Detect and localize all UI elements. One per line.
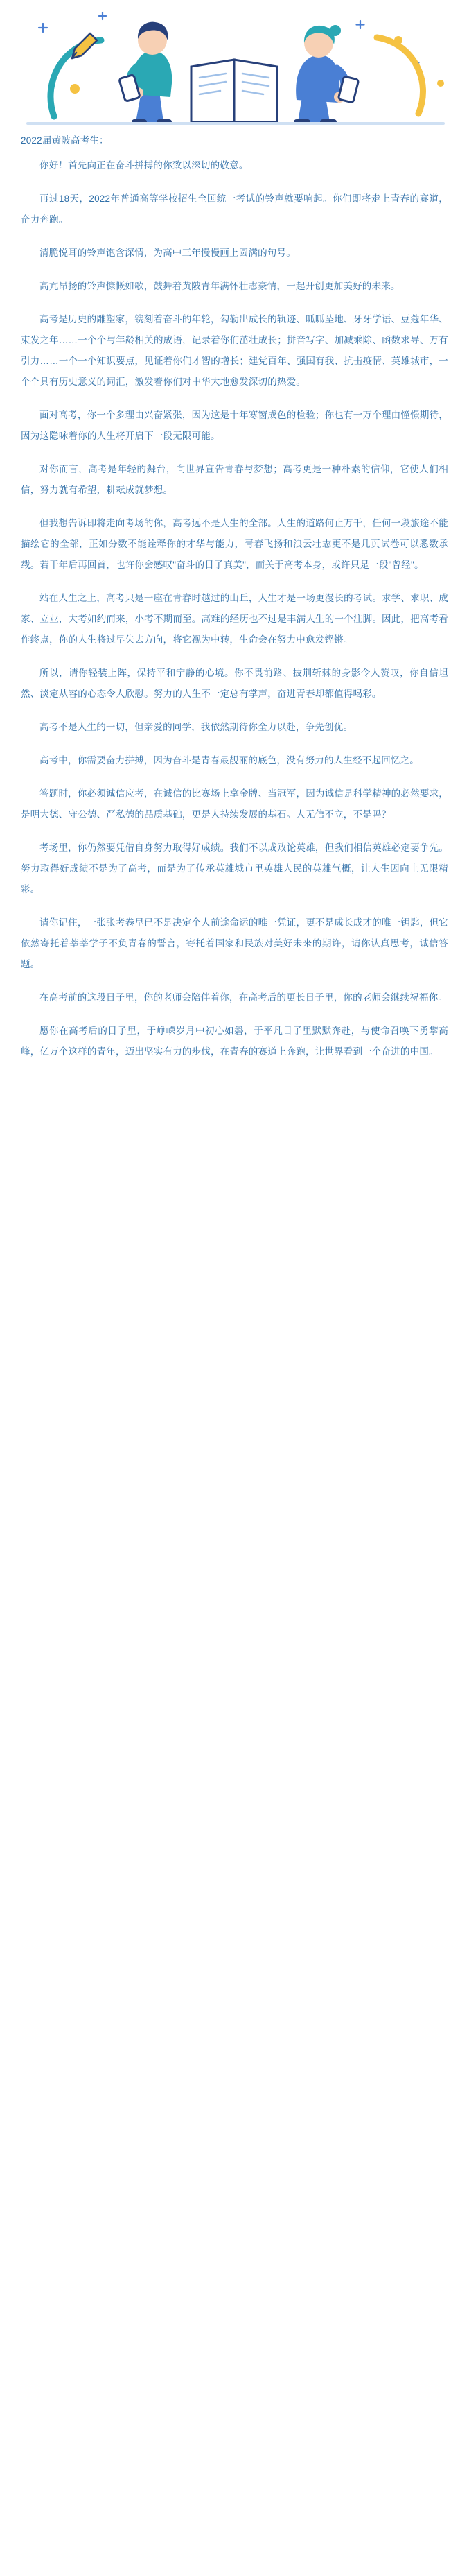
paragraph-2: 再过18天，2022年普通高等学校招生全国统一考试的铃声就要响起。你们即将走上青春的赛道，奋力奔跑。 [21,193,448,225]
paragraph-7: 对你而言，高考是年轻的舞台，向世界宣告青春与梦想；高考更是一种朴素的信仰，它使人们相信，努力就有希望，耕耘成就梦想。 [21,464,448,495]
paragraph-17: 愿你在高考后的日子里，于峥嵘岁月中初心如磐，于平凡日子里默默奔赴，与使命召唤下勇攀高峰，亿万个这样的青年，迈出坚实有力的步伐，在青春的赛道上奔跑，让世界看到一个奋进的中国。 [21,1026,448,1057]
paragraph-12: 高考中，你需要奋力拼搏，因为奋斗是青春最靓丽的底色，没有努力的人生经不起回忆之。 [39,755,419,766]
paragraph-14: 考场里，你仍然要凭借自身努力取得好成绩。我们不以成败论英雄，但我们相信英雄必定要争先。努力取得好成绩不是为了高考，而是为了传承英雄城市里英雄人民的英雄气概，让人生因向上无限精彩。 [21,842,448,894]
paragraph-13: 答题时，你必须诚信应考，在诚信的比赛场上拿金牌、当冠军，因为诚信是科学精神的必然要求，是明大德、守公德、严私德的品质基础，更是人持续发展的基石。人无信不立，不是吗？ [21,788,448,820]
paragraph-9: 站在人生之上，高考只是一座在青春时越过的山丘，人生才是一场更漫长的考试。求学、求职、成家、立业，大考如约而来，小考不期而至。高难的经历也不过是丰满人生的一个注脚。因此，把高考看作终点，你的人生将过早失去方向，将它视为中转，生命会在努力中愈发铿锵。 [21,593,448,645]
paragraph-5: 高考是历史的雕塑家，镌刻着奋斗的年轮，勾勒出成长的轨迹、呱呱坠地、牙牙学语、豆蔻年华、束发之年……一个个与年龄相关的成语，记录着你们茁壮成长；拼音写字、加减乘除、函数求导、万有引力……一个一个知识要点，见证着你们才智的增长；建党百年、强国有我、抗击疫情、英雄城市，一个个具有历史意义的词汇，激发着你们对中华大地愈发深切的热爱。 [21,314,448,387]
paragraph-6: 面对高考，你一个多理由兴奋紧张，因为这是十年寒窗成色的检验；你也有一万个理由憧憬期待，因为这隐咏着你的人生将开启下一段无限可能。 [21,410,448,441]
article-page [0,0,469,1086]
paragraph-11: 高考不是人生的一切，但亲爱的同学，我依然期待你全力以赴，争先创优。 [39,722,353,732]
paragraph-16: 在高考前的这段日子里，你的老师会陪伴着你，在高考后的更长日子里，你的老师会继续祝福你。 [39,992,448,1003]
paragraph-8: 但我想告诉即将走向考场的你，高考远不是人生的全部。人生的道路何止万千，任何一段旅途不能描绘它的全部，正如分数不能诠释你的才华与能力，青春飞扬和浪云壮志更不是几页试卷可以悉数承载。若干年后再回首，也许你会感叹"奋斗的日子真美"，而关于高考本身，或许只是一段"曾经"。 [21,518,448,570]
hero-illustration [0,0,469,126]
article-body [0,126,469,1086]
open-book [191,60,277,122]
salutation: 2022届黄陂高考生： [21,135,109,146]
paragraph-10: 所以，请你轻装上阵，保持平和宁静的心境。你不畏前路、披荆斩棘的身影令人赞叹，你自信坦然、淡定从容的心态令人欣慰。努力的人生不一定总有掌声，奋进青春却都值得喝彩。 [21,668,448,699]
paragraph-3: 清脆悦耳的铃声饱含深情，为高中三年慢慢画上圆满的句号。 [39,248,296,258]
paragraph-1: 你好！首先向正在奋斗拼搏的你致以深切的敬意。 [39,160,249,171]
paragraph-15: 请你记住，一张张考卷早已不是决定个人前途命运的唯一凭证，更不是成长成才的唯一钥匙，但它依然寄托着莘莘学子不负青春的誓言，寄托着国家和民族对美好未来的期许，请你认真思考，诚信答题。 [21,917,448,969]
paragraph-4: 高亢昂扬的铃声慷慨如歌，鼓舞着黄陂青年满怀壮志豪情，一起开创更加美好的未来。 [39,281,400,291]
